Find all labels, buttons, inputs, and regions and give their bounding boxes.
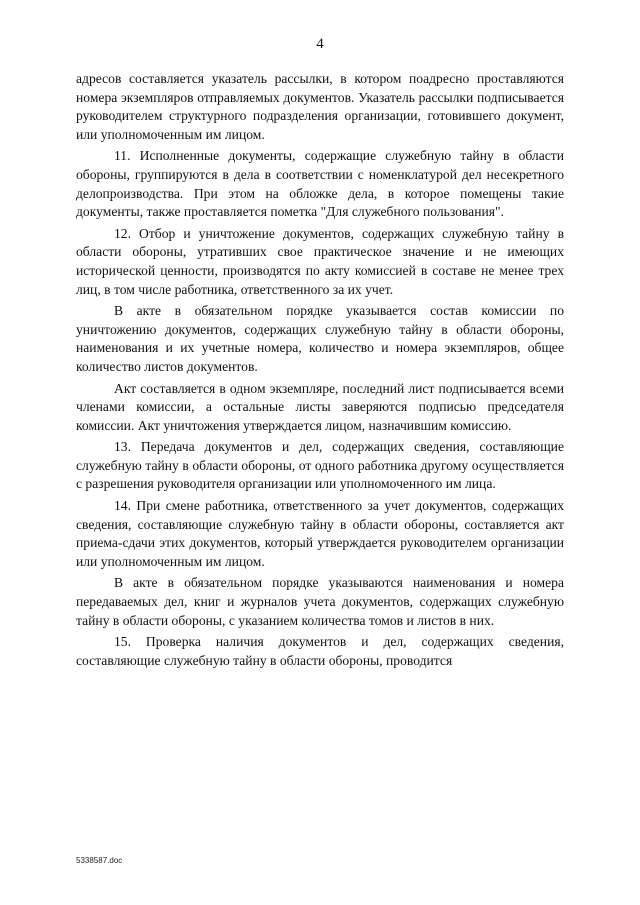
paragraph-item-13: 13. Передача документов и дел, содержащих сведения, составляющие служебную тайну в области обороны, от одного работника другому осуществляется с разрешения руководителя организации или уполномоченного им лица. [76, 439, 564, 492]
paragraph-item-11: 11. Исполненные документы, содержащие служебную тайну в области обороны, группируются в дела в соответствии с номенклатурой дел несекретного делопроизводства. При этом на обложке дела, в которое помещены такие документы, также проставляется пометка "Для служебного пользования". [76, 148, 564, 220]
paragraph-continuation: адресов составляется указатель рассылки, в котором поадресно проставляются номера экземпляров отправляемых документов. Указатель рассылки подписывается руководителем структурного подразделения организации, готовившего документ, или уполномоченным им лицом. [76, 71, 564, 142]
paragraph-item-12: 12. Отбор и уничтожение документов, содержащих служебную тайну в области обороны, утративших свое практическое значение и не имеющих исторической ценности, производятся по акту комиссией в составе не менее трех лиц, в том числе работника, ответственного за их учет. [76, 225, 564, 297]
document-body [76, 70, 564, 673]
paragraph-transfer-act: В акте в обязательном порядке указываются наименования и номера передаваемых дел, книг и журналов учета документов, содержащих служебную тайну в области обороны, с указанием количества томов и листов в них. [76, 575, 564, 628]
page-number: 4 [316, 36, 324, 52]
footer-file-code: 5338587.doc [76, 856, 123, 865]
paragraph-act-contents: В акте в обязательном порядке указывается состав комиссии по уничтожению документов, содержащих служебную тайну в области обороны, наименования и их учетные номера, количество и номера экземпляров, общее количество листов документов. [76, 303, 564, 374]
paragraph-item-15: 15. Проверка наличия документов и дел, содержащих сведения, составляющие служебную тайну в области обороны, проводится [76, 634, 564, 668]
paragraph-item-14: 14. При смене работника, ответственного за учет документов, содержащих сведения, составляющие служебную тайну в области обороны, составляется акт приема-сдачи этих документов, который утверждается руководителем организации или уполномоченным им лицом. [76, 498, 564, 569]
paragraph-act-signing: Акт составляется в одном экземпляре, последний лист подписывается всеми членами комиссии, а остальные листы заверяются подписью председателя комиссии. Акт уничтожения утверждается лицом, назначившим комиссию. [76, 380, 564, 433]
